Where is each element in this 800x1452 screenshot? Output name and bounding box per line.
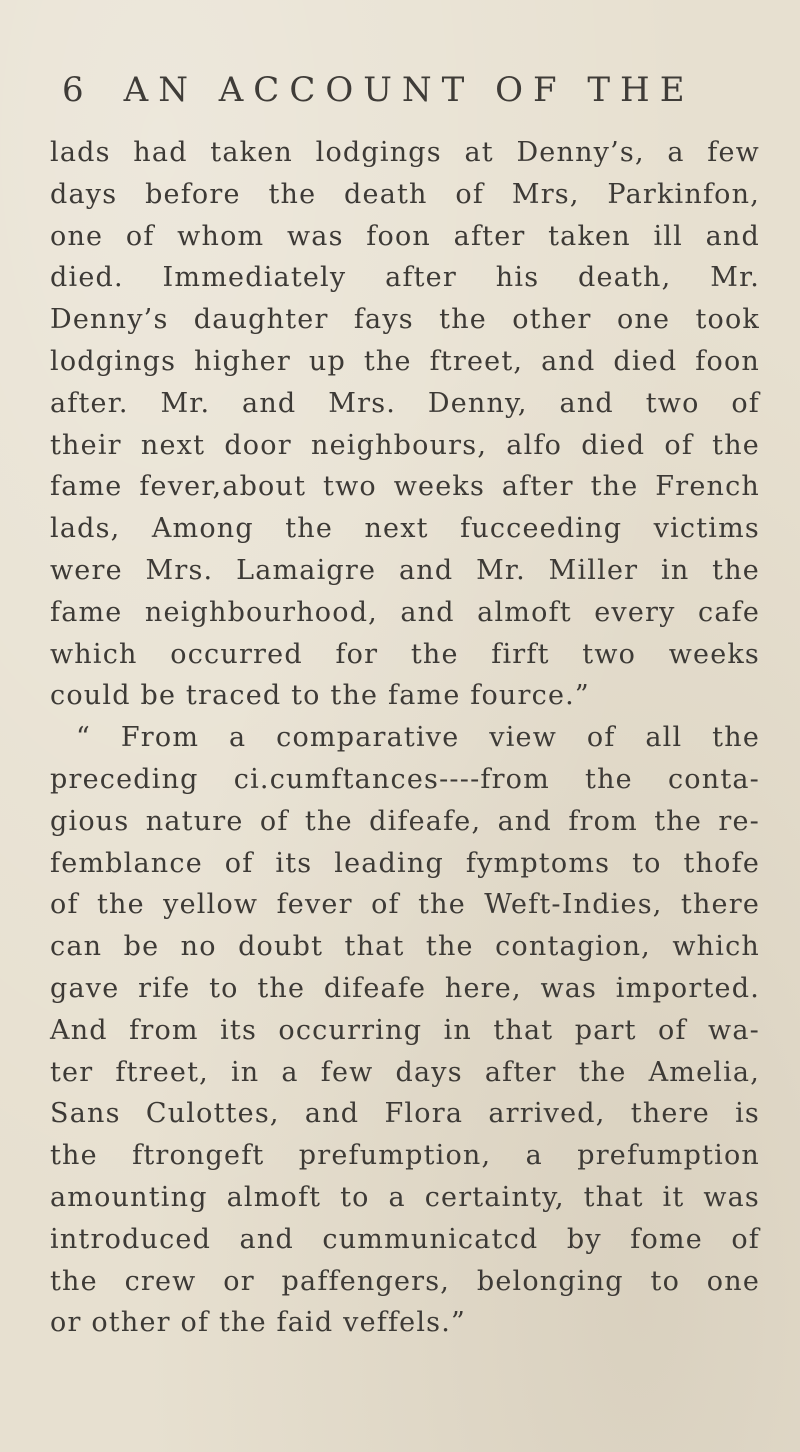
text-line: amounting almoft to a certainty, that it was xyxy=(50,1181,760,1213)
text-line: the ftrongeft prefumption, a prefumption xyxy=(50,1140,760,1172)
text-line: were Mrs. Lamaigre and Mr. Miller in the xyxy=(50,554,760,586)
text-line: lads had taken lodgings at Denny’s, a few xyxy=(50,137,760,168)
text-line: femblance of its leading fymptoms to thofe xyxy=(50,847,760,879)
text-line: died. Immediately after his death, Mr. xyxy=(50,262,760,294)
text-line: gious nature of the difeafe, and from the re- xyxy=(50,805,760,837)
text-line: gave rife to the difeafe here, was imported. xyxy=(50,972,760,1004)
text-line: lodgings higher up the ftreet, and died foon xyxy=(50,345,760,377)
text-line: fame neighbourhood, and almoft every cafe xyxy=(50,596,760,628)
text-line: which occurred for the firft two weeks xyxy=(50,638,760,670)
text-line: after. Mr. and Mrs. Denny, and two of xyxy=(50,387,760,419)
text-line: one of whom was foon after taken ill and xyxy=(50,220,760,252)
text-line: ter ftreet, in a few days after the Amelia, xyxy=(50,1056,760,1088)
text-line: introduced and cummunicatcd by fome of xyxy=(50,1223,760,1255)
running-title: AN ACCOUNT OF THE xyxy=(123,70,695,110)
text-line: And from its occurring in that part of wa- xyxy=(50,1014,760,1046)
text-line: or other of the faid veffels.” xyxy=(50,1307,467,1339)
text-line: preceding ci.cumftances----from the conta- xyxy=(50,763,760,795)
text-line: could be traced to the fame fource.” xyxy=(50,680,590,712)
text-line: their next door neighbours, alfo died of the xyxy=(50,429,760,461)
body-text xyxy=(50,132,760,1344)
text-line: lads, Among the next fucceeding victims xyxy=(50,513,760,545)
text-line: days before the death of Mrs, Parkinfon, xyxy=(50,178,760,210)
text-line: can be no doubt that the contagion, which xyxy=(50,931,760,963)
text-line: Sans Culottes, and Flora arrived, there is xyxy=(50,1098,760,1130)
text-line: “ From a comparative view of all the xyxy=(76,722,760,754)
text-line: the crew or paffengers, belonging to one xyxy=(50,1265,760,1297)
text-line: Denny’s daughter fays the other one took xyxy=(50,304,760,336)
text-line: of the yellow fever of the Weft-Indies, there xyxy=(50,889,760,921)
text-line: fame fever,about two weeks after the French xyxy=(50,471,760,503)
running-head xyxy=(62,70,760,110)
page-number: 6 xyxy=(62,70,84,110)
